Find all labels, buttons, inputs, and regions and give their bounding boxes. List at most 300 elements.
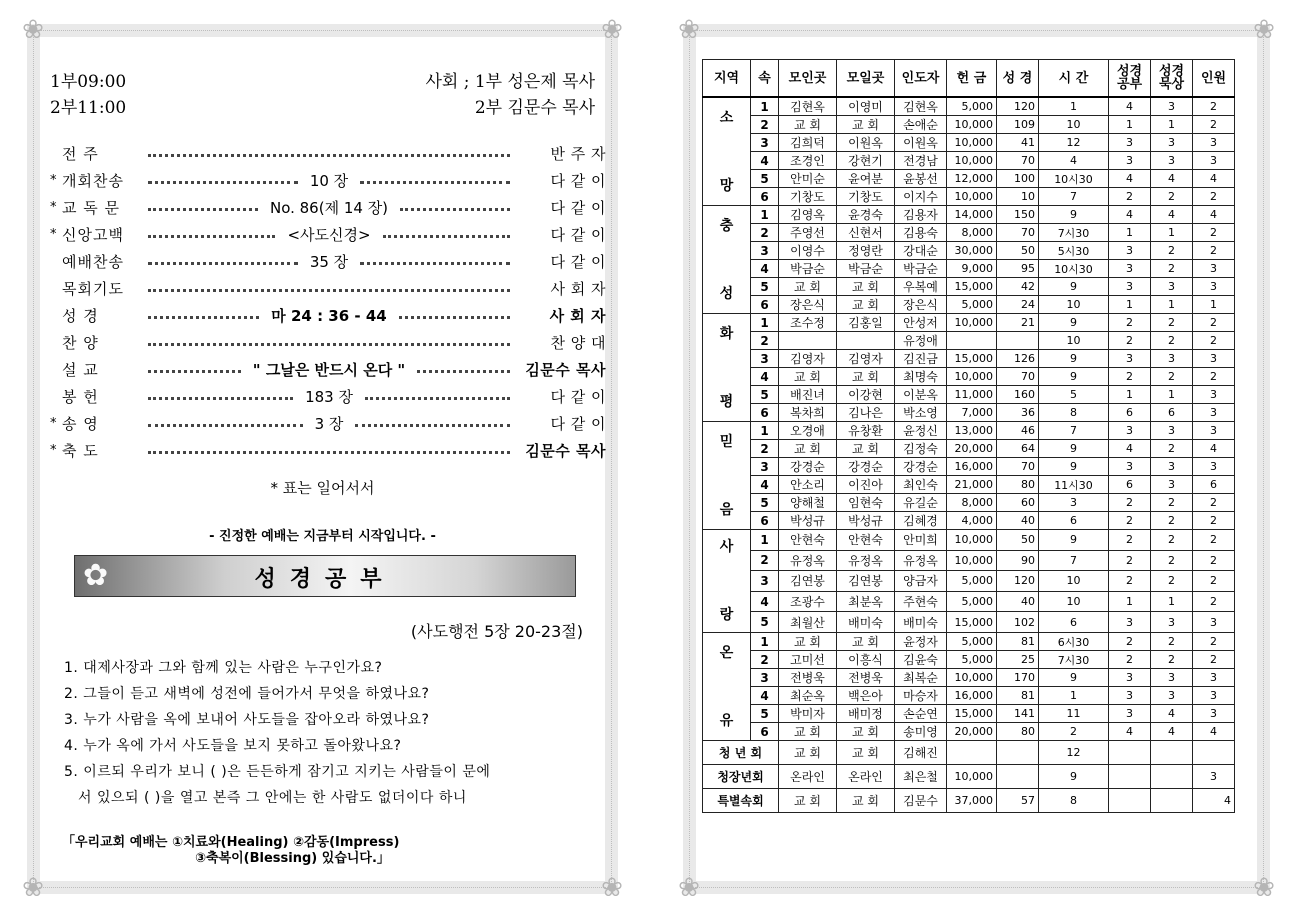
order-item-detail: No. 86(제 14 장)	[264, 197, 394, 218]
table-cell: 6	[1109, 476, 1151, 494]
table-row	[703, 687, 1235, 705]
table-cell: 2	[1193, 97, 1235, 116]
table-cell: 조광수	[779, 591, 837, 612]
table-cell: 2	[1151, 368, 1193, 386]
table-cell: 박소영	[895, 404, 947, 422]
table-cell: 최분옥	[837, 591, 895, 612]
table-row	[703, 314, 1235, 332]
table-cell: 3	[1193, 458, 1235, 476]
order-item	[50, 222, 606, 246]
table-cell: 이강현	[837, 386, 895, 404]
table-cell: 10,000	[947, 116, 997, 134]
table-row	[703, 723, 1235, 741]
table-cell: 40	[997, 512, 1039, 530]
table-cell	[1109, 765, 1151, 789]
stand-mark: *	[50, 442, 57, 458]
table-row	[703, 350, 1235, 368]
table-cell: 5,000	[947, 97, 997, 116]
order-item	[50, 411, 606, 435]
table-cell: 장은식	[895, 296, 947, 314]
table-cell: 30,000	[947, 242, 997, 260]
table-row	[703, 571, 1235, 592]
table-cell: 12	[1039, 741, 1109, 765]
table-cell: 25	[997, 651, 1039, 669]
table-cell: 9	[1039, 765, 1109, 789]
table-cell: 109	[997, 116, 1039, 134]
order-item-detail: <사도신경>	[281, 224, 376, 245]
table-cell: 2	[1151, 242, 1193, 260]
table-cell: 안성저	[895, 314, 947, 332]
table-cell: 2	[1109, 512, 1151, 530]
table-cell: 9	[1039, 206, 1109, 224]
table-cell: 10	[1039, 591, 1109, 612]
table-cell: 조수정	[779, 314, 837, 332]
table-cell: 안미희	[895, 530, 947, 551]
table-cell: 2	[1151, 651, 1193, 669]
table-cell: 15,000	[947, 612, 997, 633]
table-cell: 4	[1109, 206, 1151, 224]
table-cell: 6	[1039, 612, 1109, 633]
table-cell: 50	[997, 242, 1039, 260]
table-cell: 4	[1193, 789, 1235, 813]
table-row	[703, 170, 1235, 188]
table-cell: 50	[997, 530, 1039, 551]
table-cell: 교 회	[837, 278, 895, 296]
table-cell: 10	[997, 188, 1039, 206]
table-row	[703, 116, 1235, 134]
order-item-person: 다 같 이	[550, 198, 606, 217]
table-row	[703, 404, 1235, 422]
table-cell: 3	[1151, 476, 1193, 494]
table-cell: 3	[1151, 422, 1193, 440]
table-cell: 5	[1039, 386, 1109, 404]
table-cell: 2	[1193, 651, 1235, 669]
table-cell: 3	[1193, 669, 1235, 687]
table-cell	[1151, 765, 1193, 789]
table-cell: 8,000	[947, 224, 997, 242]
table-row	[703, 332, 1235, 350]
motto-line-2: ③축복이(Blessing) 있습니다.」	[195, 851, 390, 866]
table-cell: 2	[1193, 368, 1235, 386]
table-cell: 안미순	[779, 170, 837, 188]
table-cell: 김현옥	[895, 97, 947, 116]
order-item-detail: 마 24 : 36 - 44	[265, 305, 392, 326]
table-cell: 강경순	[895, 458, 947, 476]
banner-title: 성경공부	[254, 567, 396, 592]
table-cell: 교 회	[837, 723, 895, 741]
table-cell: 3	[1109, 422, 1151, 440]
table-cell: 5,000	[947, 571, 997, 592]
table-cell: 4	[1109, 723, 1151, 741]
column-header: 속	[751, 60, 779, 98]
table-cell: 이지수	[895, 188, 947, 206]
table-cell	[997, 332, 1039, 350]
table-cell: 유정옥	[895, 550, 947, 571]
table-cell: 백은아	[837, 687, 895, 705]
scripture-reference: (사도행전 5장 20-23절)	[410, 622, 583, 641]
table-cell: 3	[1109, 612, 1151, 633]
table-cell: 6	[1109, 404, 1151, 422]
table-cell	[997, 741, 1039, 765]
table-row	[703, 741, 1235, 765]
table-cell: 기창도	[779, 188, 837, 206]
table-cell: 최은철	[895, 765, 947, 789]
table-cell: 5	[751, 170, 779, 188]
leader-2: 2부 김문수 목사	[474, 98, 595, 118]
table-cell: 김용자	[895, 206, 947, 224]
table-cell: 21	[997, 314, 1039, 332]
order-leader-dots	[142, 305, 516, 326]
order-item-name: 축 도	[62, 441, 99, 460]
table-cell: 13,000	[947, 422, 997, 440]
table-cell: 배진녀	[779, 386, 837, 404]
table-cell: 2	[1193, 314, 1235, 332]
table-cell: 3	[1039, 494, 1109, 512]
order-item-person: 사 회 자	[550, 279, 606, 298]
table-cell: 37,000	[947, 789, 997, 813]
table-cell: 3	[1109, 705, 1151, 723]
table-row	[703, 368, 1235, 386]
table-cell: 10,000	[947, 368, 997, 386]
table-cell: 김윤숙	[895, 651, 947, 669]
order-leader-dots	[142, 287, 516, 290]
table-cell: 김연봉	[837, 571, 895, 592]
table-cell: 9	[1039, 458, 1109, 476]
table-cell: 141	[997, 705, 1039, 723]
table-cell: 장은식	[779, 296, 837, 314]
table-cell: 2	[751, 651, 779, 669]
table-cell: 유창환	[837, 422, 895, 440]
table-cell: 1	[1151, 386, 1193, 404]
table-row	[703, 97, 1235, 116]
table-cell: 10,000	[947, 188, 997, 206]
table-cell: 126	[997, 350, 1039, 368]
order-item-name: 예배찬송	[62, 252, 124, 271]
table-cell: 1	[1039, 97, 1109, 116]
table-cell: 최월산	[779, 612, 837, 633]
order-item-name: 전 주	[62, 144, 99, 163]
table-cell: 유정옥	[779, 550, 837, 571]
group-name: 청장년회	[703, 765, 779, 789]
table-cell: 70	[997, 224, 1039, 242]
order-item	[50, 141, 606, 165]
table-cell: 7	[1039, 188, 1109, 206]
table-cell: 2	[1193, 530, 1235, 551]
table-cell: 9,000	[947, 260, 997, 278]
order-item-person: 다 같 이	[550, 225, 606, 244]
table-cell: 5	[751, 278, 779, 296]
flower-corner-icon: ❀	[678, 15, 700, 45]
table-cell: 1	[1193, 296, 1235, 314]
table-cell: 2	[1109, 633, 1151, 651]
order-leader-dots	[142, 386, 516, 407]
order-item-person: 다 같 이	[550, 414, 606, 433]
table-cell: 2	[1151, 332, 1193, 350]
table-cell: 복차희	[779, 404, 837, 422]
table-row	[703, 612, 1235, 633]
table-row	[703, 789, 1235, 813]
table-cell: 2	[1193, 332, 1235, 350]
stand-mark: *	[50, 172, 57, 188]
table-row	[703, 260, 1235, 278]
table-cell: 10시30	[1039, 170, 1109, 188]
table-cell: 3	[1109, 458, 1151, 476]
table-cell: 24	[997, 296, 1039, 314]
table-cell: 2	[1109, 550, 1151, 571]
table-cell: 온라인	[837, 765, 895, 789]
flower-corner-icon: ❀	[1253, 15, 1275, 45]
group-name: 특별속회	[703, 789, 779, 813]
order-leader-dots	[142, 449, 516, 452]
table-cell: 81	[997, 633, 1039, 651]
table-cell: 이원옥	[895, 134, 947, 152]
table-row	[703, 224, 1235, 242]
table-cell: 유정옥	[837, 550, 895, 571]
table-cell: 60	[997, 494, 1039, 512]
table-cell: 4	[751, 591, 779, 612]
table-cell: 1	[751, 206, 779, 224]
table-cell: 3	[1193, 134, 1235, 152]
table-cell: 10,000	[947, 314, 997, 332]
table-cell: 손순연	[895, 705, 947, 723]
table-cell: 안현숙	[837, 530, 895, 551]
leader-1: 사회 ; 1부 성은제 목사	[425, 72, 595, 92]
table-cell: 최순옥	[779, 687, 837, 705]
table-cell: 2	[1193, 550, 1235, 571]
table-row	[703, 278, 1235, 296]
table-cell: 1	[1109, 116, 1151, 134]
table-cell: 16,000	[947, 458, 997, 476]
table-cell: 9	[1039, 368, 1109, 386]
flower-corner-icon: ❀	[1253, 873, 1275, 903]
table-cell: 16,000	[947, 687, 997, 705]
column-header: 성 경	[997, 60, 1039, 98]
study-question: 1. 대제사장과 그와 함께 있는 사람은 누구인가요?	[64, 660, 383, 676]
table-cell: 21,000	[947, 476, 997, 494]
table-cell: 3	[751, 350, 779, 368]
order-item-detail: " 그날은 반드시 온다 "	[247, 359, 411, 380]
table-cell: 2	[1109, 494, 1151, 512]
table-cell: 최인숙	[895, 476, 947, 494]
table-cell: 박금순	[895, 260, 947, 278]
table-cell: 1	[1109, 386, 1151, 404]
column-header: 지역	[703, 60, 751, 98]
study-question: 서 있으되 ( )을 열고 본즉 그 안에는 한 사람도 없더이다 하니	[78, 790, 467, 806]
table-row	[703, 669, 1235, 687]
table-cell: 12,000	[947, 170, 997, 188]
table-cell: 80	[997, 476, 1039, 494]
table-cell: 2	[1193, 116, 1235, 134]
order-item	[50, 384, 606, 408]
table-cell: 전경남	[895, 152, 947, 170]
table-cell: 3	[1193, 260, 1235, 278]
table-cell: 4	[751, 260, 779, 278]
table-cell: 교 회	[779, 789, 837, 813]
table-cell: 2	[751, 224, 779, 242]
table-cell: 교 회	[837, 440, 895, 458]
table-cell: 57	[997, 789, 1039, 813]
table-cell: 4	[1193, 723, 1235, 741]
table-cell: 2	[751, 440, 779, 458]
table-cell: 6	[751, 723, 779, 741]
table-cell: 81	[997, 687, 1039, 705]
table-cell: 강대순	[895, 242, 947, 260]
table-cell: 교 회	[837, 633, 895, 651]
order-item-person: 반 주 자	[550, 144, 606, 163]
table-cell: 교 회	[837, 789, 895, 813]
service-time-1: 1부09:00	[50, 72, 127, 92]
stand-mark: *	[50, 226, 57, 242]
table-cell: 2	[1193, 633, 1235, 651]
table-cell: 최명숙	[895, 368, 947, 386]
table-cell: 송미영	[895, 723, 947, 741]
table-cell: 1	[1151, 296, 1193, 314]
table-cell: 이영미	[837, 97, 895, 116]
table-cell: 3	[1151, 458, 1193, 476]
table-cell: 4	[1109, 170, 1151, 188]
table-cell: 2	[1109, 368, 1151, 386]
table-row	[703, 206, 1235, 224]
table-cell: 15,000	[947, 278, 997, 296]
table-cell: 마승자	[895, 687, 947, 705]
table-cell: 최복순	[895, 669, 947, 687]
table-cell: 10,000	[947, 765, 997, 789]
table-cell: 2	[1109, 651, 1151, 669]
table-cell: 5,000	[947, 296, 997, 314]
table-cell: 3	[1109, 260, 1151, 278]
table-cell: 정영란	[837, 242, 895, 260]
column-header: 모인곳	[779, 60, 837, 98]
table-cell: 강경순	[779, 458, 837, 476]
table-cell: 강현기	[837, 152, 895, 170]
table-cell: 2	[1151, 530, 1193, 551]
table-cell: 김용숙	[895, 224, 947, 242]
table-cell: 4	[751, 368, 779, 386]
table-cell: 9	[1039, 350, 1109, 368]
table-cell: 2	[1151, 494, 1193, 512]
table-cell: 김영옥	[779, 206, 837, 224]
table-cell: 11시30	[1039, 476, 1109, 494]
table-cell: 1	[1109, 296, 1151, 314]
table-cell: 1	[751, 633, 779, 651]
table-cell: 4	[751, 152, 779, 170]
table-row	[703, 550, 1235, 571]
table-cell: 5	[751, 494, 779, 512]
table-cell: 170	[997, 669, 1039, 687]
table-cell: 36	[997, 404, 1039, 422]
table-cell: 20,000	[947, 440, 997, 458]
table-cell	[1109, 789, 1151, 813]
table-cell: 15,000	[947, 350, 997, 368]
stand-mark: *	[50, 199, 57, 215]
table-row	[703, 386, 1235, 404]
table-cell: 교 회	[779, 723, 837, 741]
table-cell: 교 회	[779, 440, 837, 458]
table-cell: 2	[1193, 494, 1235, 512]
table-cell: 2	[1039, 723, 1109, 741]
slogan: - 진정한 예배는 지금부터 시작입니다. -	[209, 529, 436, 544]
table-cell: 5시30	[1039, 242, 1109, 260]
table-cell: 교 회	[779, 278, 837, 296]
table-cell: 3	[751, 669, 779, 687]
table-cell: 9	[1039, 278, 1109, 296]
table-cell: 120	[997, 97, 1039, 116]
table-cell	[837, 332, 895, 350]
study-question: 4. 누가 옥에 가서 사도들을 보지 못하고 돌아왔나요?	[64, 738, 402, 754]
table-cell: 70	[997, 458, 1039, 476]
order-item-person: 찬 양 대	[550, 333, 606, 352]
order-item-name: 설 교	[62, 360, 99, 379]
table-cell: 3	[751, 134, 779, 152]
table-cell: 교 회	[837, 116, 895, 134]
table-cell: 7	[1039, 422, 1109, 440]
table-cell: 1	[751, 97, 779, 116]
cell-group-table	[702, 59, 1235, 813]
table-cell: 안소리	[779, 476, 837, 494]
table-cell: 3	[1151, 278, 1193, 296]
table-cell: 7,000	[947, 404, 997, 422]
order-item-name: 목회기도	[62, 279, 124, 298]
order-item	[50, 357, 606, 381]
table-cell: 2	[751, 332, 779, 350]
table-cell	[947, 332, 997, 350]
table-cell: 2	[1151, 633, 1193, 651]
table-cell: 3	[1193, 278, 1235, 296]
order-item-detail: 10 장	[304, 170, 354, 191]
table-cell: 11,000	[947, 386, 997, 404]
region-name: 소 망	[703, 97, 751, 206]
table-cell: 3	[1193, 386, 1235, 404]
table-cell: 10	[1039, 332, 1109, 350]
table-cell: 주현숙	[895, 591, 947, 612]
table-cell: 80	[997, 723, 1039, 741]
table-cell: 교 회	[837, 368, 895, 386]
table-cell: 5,000	[947, 651, 997, 669]
table-cell	[1151, 789, 1193, 813]
study-question: 5. 이르되 우리가 보니 ( )은 든든하게 잠기고 지키는 사람들이 문에	[64, 764, 491, 780]
table-cell: 기창도	[837, 188, 895, 206]
table-cell: 윤정자	[895, 633, 947, 651]
table-row	[703, 134, 1235, 152]
table-cell: 160	[997, 386, 1039, 404]
table-cell: 배미숙	[895, 612, 947, 633]
table-cell: 4	[1151, 170, 1193, 188]
table-cell: 3	[1109, 669, 1151, 687]
table-cell: 박성규	[779, 512, 837, 530]
table-cell: 10	[1039, 571, 1109, 592]
region-name: 온 유	[703, 633, 751, 741]
table-cell: 우복예	[895, 278, 947, 296]
order-leader-dots	[142, 197, 516, 218]
table-cell: 3	[1193, 404, 1235, 422]
table-cell	[1151, 741, 1193, 765]
order-item	[50, 303, 606, 327]
table-cell: 강경순	[837, 458, 895, 476]
table-cell: 3	[1109, 687, 1151, 705]
table-cell: 102	[997, 612, 1039, 633]
table-cell: 20,000	[947, 723, 997, 741]
table-cell: 이영수	[779, 242, 837, 260]
order-item-name: 교 독 문	[62, 198, 121, 217]
table-cell: 3	[1151, 687, 1193, 705]
table-cell: 윤정신	[895, 422, 947, 440]
table-cell: 양해철	[779, 494, 837, 512]
table-cell: 10,000	[947, 669, 997, 687]
table-row	[703, 296, 1235, 314]
table-cell: 40	[997, 591, 1039, 612]
table-cell: 임현숙	[837, 494, 895, 512]
table-cell: 2	[1151, 188, 1193, 206]
